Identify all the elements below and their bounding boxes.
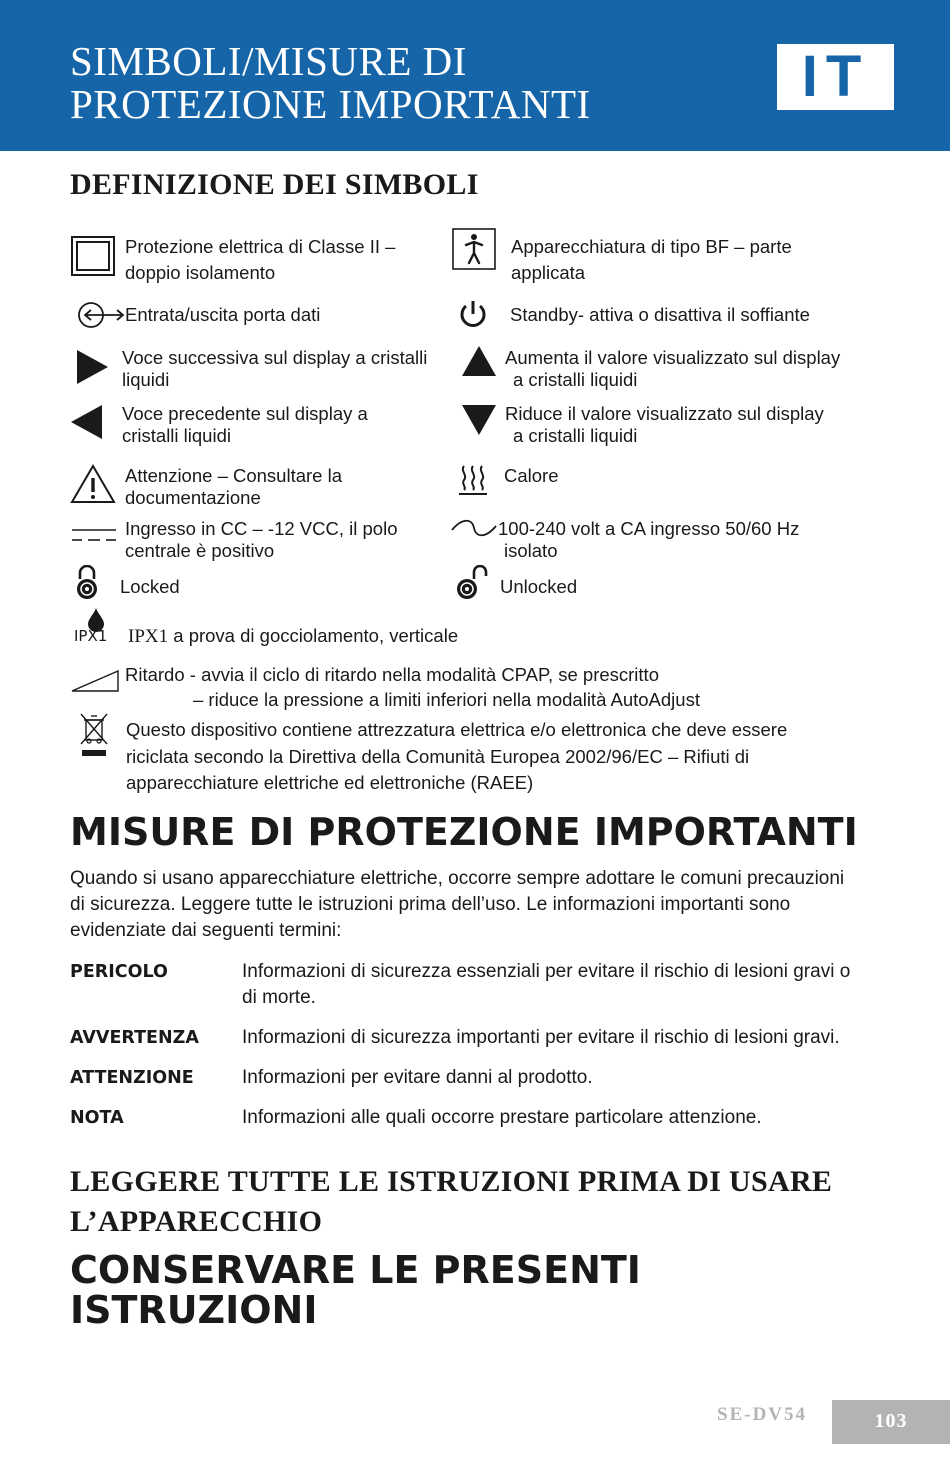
double-square-icon xyxy=(71,236,115,276)
triangle-down-icon xyxy=(461,404,497,436)
lock-closed-icon xyxy=(74,565,100,601)
term-avvertenza: AVVERTENZA xyxy=(70,1028,199,1048)
term-attenzione: ATTENZIONE xyxy=(70,1068,194,1088)
symbol-locked-text: Locked xyxy=(120,576,180,597)
lock-open-icon xyxy=(454,565,488,601)
term-pericolo: PERICOLO xyxy=(70,962,168,982)
ramp-icon xyxy=(71,670,119,692)
term-avvertenza-definition: Informazioni di sicurezza importanti per evitare il rischio di lesioni gravi. xyxy=(242,1027,840,1048)
person-icon xyxy=(452,228,496,270)
term-pericolo-definition: Informazioni di sicurezza essenziali per evitare il rischio di lesioni gravi o di morte. xyxy=(242,961,851,1008)
page-title-line-2: PROTEZIONE IMPORTANTI xyxy=(70,81,591,127)
symbol-dc-text: Ingresso in CC – -12 VCC, il polo centrale è positivo xyxy=(125,518,398,561)
page-number: 103 xyxy=(832,1400,950,1444)
symbol-weee-text: Questo dispositivo contiene attrezzatura elettrica e/o elettronica che deve essere riciclata secondo la Direttiva della Comunità Europea 2002/96/EC – Rifiuti di apparecchiature elettriche ed elettroniche (RAEE) xyxy=(126,719,788,793)
heat-icon xyxy=(458,463,488,497)
crossed-bin-icon xyxy=(78,712,110,758)
term-attenzione-definition: Informazioni per evitare danni al prodotto. xyxy=(242,1067,593,1088)
page-title-line-1: SIMBOLI/MISURE DI xyxy=(70,38,467,84)
symbol-attention-text: Attenzione – Consultare la documentazione xyxy=(125,465,342,508)
symbol-next-text: Voce successiva sul display a cristalli liquidi xyxy=(122,347,428,390)
keep-instructions-heading: CONSERVARE LE PRESENTI ISTRUZIONI xyxy=(70,1248,641,1332)
symbol-unlocked-text: Unlocked xyxy=(500,576,578,597)
header-band xyxy=(0,0,950,151)
symbol-standby-text: Standby- attiva o disattiva il soffiante xyxy=(510,304,810,325)
symbol-increase-text: Aumenta il valore visualizzato sul display a cristalli liquidi xyxy=(505,347,841,390)
symbol-decrease-text: Riduce il valore visualizzato sul display a cristalli liquidi xyxy=(505,403,824,446)
term-nota: NOTA xyxy=(70,1108,124,1128)
safety-intro: Quando si usano apparecchiature elettriche, occorre sempre adottare le comuni precauzioni di sicurezza. Leggere tutte le istruzioni prima dell’uso. Le informazioni importanti sono evidenziate dai seguenti termini: xyxy=(70,868,845,941)
triangle-left-icon xyxy=(70,404,104,440)
triangle-right-icon xyxy=(76,349,110,385)
symbol-ac-text: 100-240 volt a CA ingresso 50/60 Hz isolato xyxy=(498,518,800,561)
ipx1-icon-label: IPX1 xyxy=(74,627,108,645)
symbol-heat-text: Calore xyxy=(504,465,559,486)
symbols-heading: DEFINIZIONE DEI SIMBOLI xyxy=(70,168,479,201)
symbol-ramp-text: Ritardo - avvia il ciclo di ritardo nella modalità CPAP, se prescritto – riduce la pressione a limiti inferiori nella modalità AutoAdjust xyxy=(125,664,700,710)
triangle-up-icon xyxy=(461,345,497,377)
term-nota-definition: Informazioni alle quali occorre prestare particolare attenzione. xyxy=(242,1107,762,1128)
symbol-data-port-text: Entrata/uscita porta dati xyxy=(125,304,321,325)
symbol-ipx1-text: IPX1 a prova di gocciolamento, verticale xyxy=(128,625,459,647)
read-instructions-heading: LEGGERE TUTTE LE ISTRUZIONI PRIMA DI USARE L’APPARECCHIO xyxy=(70,1165,833,1238)
data-port-icon xyxy=(77,300,125,330)
language-badge: IT xyxy=(777,44,894,110)
footer-model-code: SE-DV54 xyxy=(717,1404,808,1425)
dc-icon xyxy=(71,525,117,545)
symbol-previous-text: Voce precedente sul display a cristalli liquidi xyxy=(122,403,368,446)
page-title xyxy=(70,40,750,126)
symbol-class2-text: Protezione elettrica di Classe II – doppio isolamento xyxy=(125,236,396,283)
ac-icon xyxy=(450,518,498,538)
power-icon xyxy=(458,299,488,329)
warning-icon xyxy=(70,464,116,504)
symbol-bf-text: Apparecchiatura di tipo BF – parte applicata xyxy=(511,236,792,283)
safety-heading: MISURE DI PROTEZIONE IMPORTANTI xyxy=(70,810,858,854)
